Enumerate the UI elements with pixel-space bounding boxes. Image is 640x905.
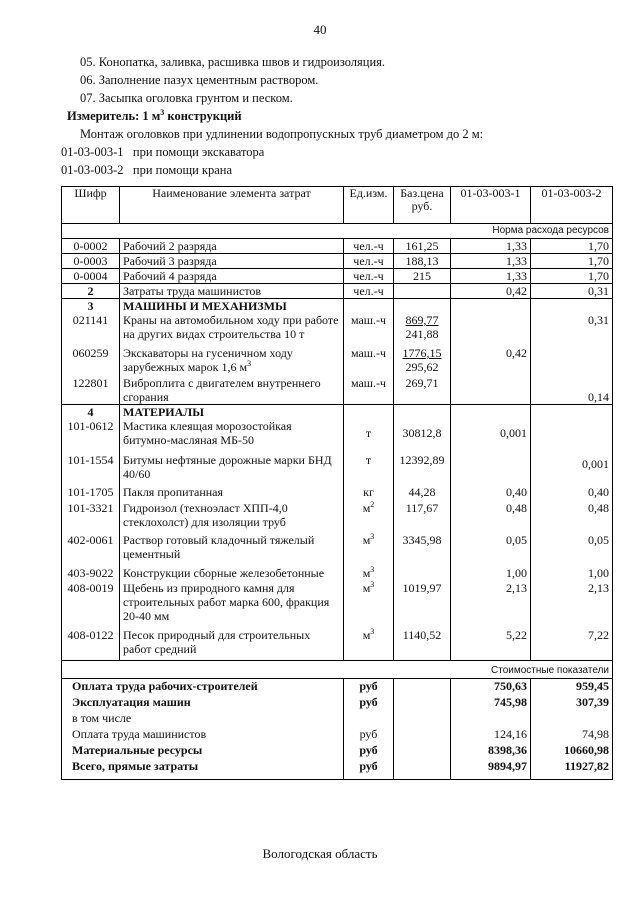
row-unit: $м^3$ bbox=[344, 561, 394, 580]
row-unit: чел.-ч bbox=[344, 269, 394, 284]
code-line bbox=[61, 163, 232, 178]
row-price: 12392,89 bbox=[394, 447, 451, 481]
section-row bbox=[62, 299, 613, 314]
row-value-2: 0,40 bbox=[531, 481, 613, 499]
total-value-1: 9894,97 bbox=[451, 757, 531, 780]
total-value-2: 959,45 bbox=[531, 679, 613, 694]
code-id: 01-03-003-1 bbox=[61, 145, 124, 159]
row-value-1: 0,05 bbox=[451, 529, 531, 561]
total-value-1: 750,63 bbox=[451, 679, 531, 694]
total-value-2: 11927,82 bbox=[531, 757, 613, 780]
total-name: в том числе bbox=[62, 709, 344, 725]
table-row bbox=[62, 561, 613, 580]
row-value-2 bbox=[531, 419, 613, 447]
row-value-2: 7,22 bbox=[531, 623, 613, 661]
total-unit: руб bbox=[344, 679, 394, 694]
row-price-sub: 295,62 bbox=[405, 360, 439, 374]
norm-row bbox=[62, 224, 613, 239]
total-name: Оплата труда машинистов bbox=[62, 725, 344, 741]
table-row bbox=[62, 313, 613, 341]
table-row bbox=[62, 269, 613, 284]
row-unit: маш.-ч bbox=[344, 341, 394, 374]
row-unit: чел.-ч bbox=[344, 254, 394, 269]
total-unit: руб bbox=[344, 693, 394, 709]
header-price: Баз.цена руб. bbox=[394, 187, 451, 224]
row-value-2 bbox=[531, 341, 613, 374]
row-unit: маш.-ч bbox=[344, 374, 394, 405]
page-number: 40 bbox=[313, 22, 327, 37]
step-line: 05. Конопатка, заливка, расшивка швов и гидроизоляция. bbox=[80, 55, 386, 69]
row-code: 101-3321 bbox=[62, 499, 120, 529]
total-name: Всего, прямые затраты bbox=[62, 757, 344, 780]
meter-label: Измеритель: 1 $м^3$ конструкций bbox=[67, 107, 242, 123]
section-row bbox=[62, 405, 613, 420]
row-value-1: 0,40 bbox=[451, 481, 531, 499]
total-value-1: 745,98 bbox=[451, 693, 531, 709]
row-unit: маш.-ч bbox=[344, 313, 394, 341]
row-price: 1019,97 bbox=[394, 580, 451, 623]
row-name: Пакля пропитанная bbox=[120, 481, 344, 499]
row-name: Экскаваторы на гусеничном ходу зарубежных марок 1,6 $м^3$ bbox=[120, 341, 344, 374]
step-line: 06. Заполнение пазух цементным раствором. bbox=[80, 73, 319, 87]
total-value-2: 74,98 bbox=[531, 725, 613, 741]
row-value-1: 5,22 bbox=[451, 623, 531, 661]
row-value-1: 0,48 bbox=[451, 499, 531, 529]
row-value-1: 0,001 bbox=[451, 419, 531, 447]
row-name: Затраты труда машинистов bbox=[120, 284, 344, 299]
row-name: Краны на автомобильном ходу при работе на других видах строительства 10 т bbox=[120, 313, 344, 341]
row-code: 403-9022 bbox=[62, 561, 120, 580]
row-value-2: 0,14 bbox=[531, 374, 613, 405]
header-col2: 01-03-003-2 bbox=[531, 187, 613, 224]
total-value-2: 10660,98 bbox=[531, 741, 613, 757]
row-price-main: 1776,15 bbox=[402, 346, 442, 360]
row-code: 0-0002 bbox=[62, 239, 120, 254]
total-row bbox=[62, 693, 613, 709]
row-value-1 bbox=[451, 374, 531, 405]
row-value-1 bbox=[451, 313, 531, 341]
code-text: при помощи экскаватора bbox=[132, 145, 265, 159]
row-code: 101-0612 bbox=[62, 419, 120, 447]
total-value-2: 307,39 bbox=[531, 693, 613, 709]
row-unit: чел.-ч bbox=[344, 239, 394, 254]
row-price: 1140,52 bbox=[394, 623, 451, 661]
cost-label: Стоимостные показатели bbox=[62, 661, 613, 679]
header-code: Шифр bbox=[62, 187, 120, 224]
table-row bbox=[62, 239, 613, 254]
table-row bbox=[62, 447, 613, 481]
row-name: Мастика клеящая морозостойкая битумно-масляная МБ-50 bbox=[120, 419, 344, 447]
cost-label-row bbox=[62, 661, 613, 679]
row-unit: кг bbox=[344, 481, 394, 499]
section-title: МАТЕРИАЛЫ bbox=[120, 405, 344, 420]
row-name: Раствор готовый кладочный тяжелый цементный bbox=[120, 529, 344, 561]
row-code: 408-0122 bbox=[62, 623, 120, 661]
total-name: Оплата труда рабочих-строителей bbox=[62, 679, 344, 694]
row-value-1: 1,00 bbox=[451, 561, 531, 580]
code-text: при помощи крана bbox=[132, 163, 233, 177]
row-value-1 bbox=[451, 447, 531, 481]
row-value-2: 0,05 bbox=[531, 529, 613, 561]
total-unit: руб bbox=[344, 757, 394, 780]
row-price: 44,28 bbox=[394, 481, 451, 499]
table-row bbox=[62, 341, 613, 374]
row-price: 30812,8 bbox=[394, 419, 451, 447]
row-code: 021141 bbox=[62, 313, 120, 341]
row-unit: чел.-ч bbox=[344, 284, 394, 299]
row-price bbox=[394, 313, 451, 341]
header-col1: 01-03-003-1 bbox=[451, 187, 531, 224]
row-price bbox=[394, 284, 451, 299]
row-value-2: 2,13 bbox=[531, 580, 613, 623]
step-line: 07. Засыпка оголовка грунтом и песком. bbox=[80, 91, 293, 105]
row-value-2: 1,70 bbox=[531, 254, 613, 269]
code-line bbox=[61, 145, 264, 160]
table-row bbox=[62, 529, 613, 561]
row-price-main: 869,77 bbox=[405, 313, 439, 327]
table-row bbox=[62, 374, 613, 405]
total-name: Эксплуатация машин bbox=[62, 693, 344, 709]
row-value-1: 1,33 bbox=[451, 239, 531, 254]
row-code: 060259 bbox=[62, 341, 120, 374]
row-name: Конструкции сборные железобетонные bbox=[120, 561, 344, 580]
total-row bbox=[62, 741, 613, 757]
row-code: 2 bbox=[62, 284, 120, 299]
table-header bbox=[62, 187, 613, 224]
table-row bbox=[62, 623, 613, 661]
row-value-2: 0,48 bbox=[531, 499, 613, 529]
row-name: Виброплита с двигателем внутреннего сгорания bbox=[120, 374, 344, 405]
row-price: 3345,98 bbox=[394, 529, 451, 561]
row-value-2: 1,70 bbox=[531, 269, 613, 284]
row-value-2: 0,001 bbox=[531, 447, 613, 481]
row-value-2: 1,70 bbox=[531, 239, 613, 254]
row-name: Битумы нефтяные дорожные марки БНД 40/60 bbox=[120, 447, 344, 481]
row-code: 408-0019 bbox=[62, 580, 120, 623]
row-price bbox=[394, 341, 451, 374]
total-value-1: 8398,36 bbox=[451, 741, 531, 757]
total-row bbox=[62, 725, 613, 741]
row-code: 101-1554 bbox=[62, 447, 120, 481]
row-name: Песок природный для строительных работ средний bbox=[120, 623, 344, 661]
row-unit: т bbox=[344, 447, 394, 481]
row-unit: $м^3$ bbox=[344, 623, 394, 661]
row-value-1: 0,42 bbox=[451, 341, 531, 374]
row-price: 117,67 bbox=[394, 499, 451, 529]
row-value-2: 1,00 bbox=[531, 561, 613, 580]
table-row bbox=[62, 284, 613, 299]
row-value-2: 0,31 bbox=[531, 284, 613, 299]
row-code: 0-0004 bbox=[62, 269, 120, 284]
row-name: Рабочий 4 разряда bbox=[120, 269, 344, 284]
header-name: Наименование элемента затрат bbox=[120, 187, 344, 224]
row-price: 269,71 bbox=[394, 374, 451, 405]
table-row bbox=[62, 481, 613, 499]
row-name: Рабочий 2 разряда bbox=[120, 239, 344, 254]
header-unit: Ед.изм. bbox=[344, 187, 394, 224]
resource-table bbox=[61, 186, 613, 780]
total-unit: руб bbox=[344, 741, 394, 757]
row-value-2: 0,31 bbox=[531, 313, 613, 341]
section-title: МАШИНЫ И МЕХАНИЗМЫ bbox=[120, 299, 344, 314]
row-unit: $м^2$ bbox=[344, 499, 394, 529]
section-code: 4 bbox=[62, 405, 120, 420]
row-price bbox=[394, 561, 451, 580]
norm-label: Норма расхода ресурсов bbox=[62, 224, 613, 239]
row-code: 101-1705 bbox=[62, 481, 120, 499]
total-value-1: 124,16 bbox=[451, 725, 531, 741]
total-unit: руб bbox=[344, 725, 394, 741]
total-row bbox=[62, 679, 613, 694]
row-name: Щебень из природного камня для строительных работ марка 600, фракция 20-40 мм bbox=[120, 580, 344, 623]
row-name: Гидроизол (техноэласт ХПП-4,0 стеклохолст) для изоляции труб bbox=[120, 499, 344, 529]
row-code: 122801 bbox=[62, 374, 120, 405]
row-value-1: 1,33 bbox=[451, 254, 531, 269]
row-unit: $м^3$ bbox=[344, 580, 394, 623]
table-row bbox=[62, 254, 613, 269]
total-row bbox=[62, 709, 613, 725]
row-price: 215 bbox=[394, 269, 451, 284]
row-value-1: 1,33 bbox=[451, 269, 531, 284]
row-name: Рабочий 3 разряда bbox=[120, 254, 344, 269]
total-row bbox=[62, 757, 613, 780]
row-value-1: 0,42 bbox=[451, 284, 531, 299]
row-code: 402-0061 bbox=[62, 529, 120, 561]
table-row bbox=[62, 499, 613, 529]
row-code: 0-0003 bbox=[62, 254, 120, 269]
row-price: 188,13 bbox=[394, 254, 451, 269]
page-footer: Вологодская область bbox=[262, 846, 378, 861]
code-id: 01-03-003-2 bbox=[61, 163, 124, 177]
work-description: Монтаж оголовков при удлинении водопропускных труб диаметром до 2 м: bbox=[80, 127, 484, 141]
table-row bbox=[62, 580, 613, 623]
row-price: 161,25 bbox=[394, 239, 451, 254]
row-unit: $м^3$ bbox=[344, 529, 394, 561]
row-unit: т bbox=[344, 419, 394, 447]
section-code: 3 bbox=[62, 299, 120, 314]
row-value-1: 2,13 bbox=[451, 580, 531, 623]
total-name: Материальные ресурсы bbox=[62, 741, 344, 757]
row-price-sub: 241,88 bbox=[405, 327, 439, 341]
table-row bbox=[62, 419, 613, 447]
